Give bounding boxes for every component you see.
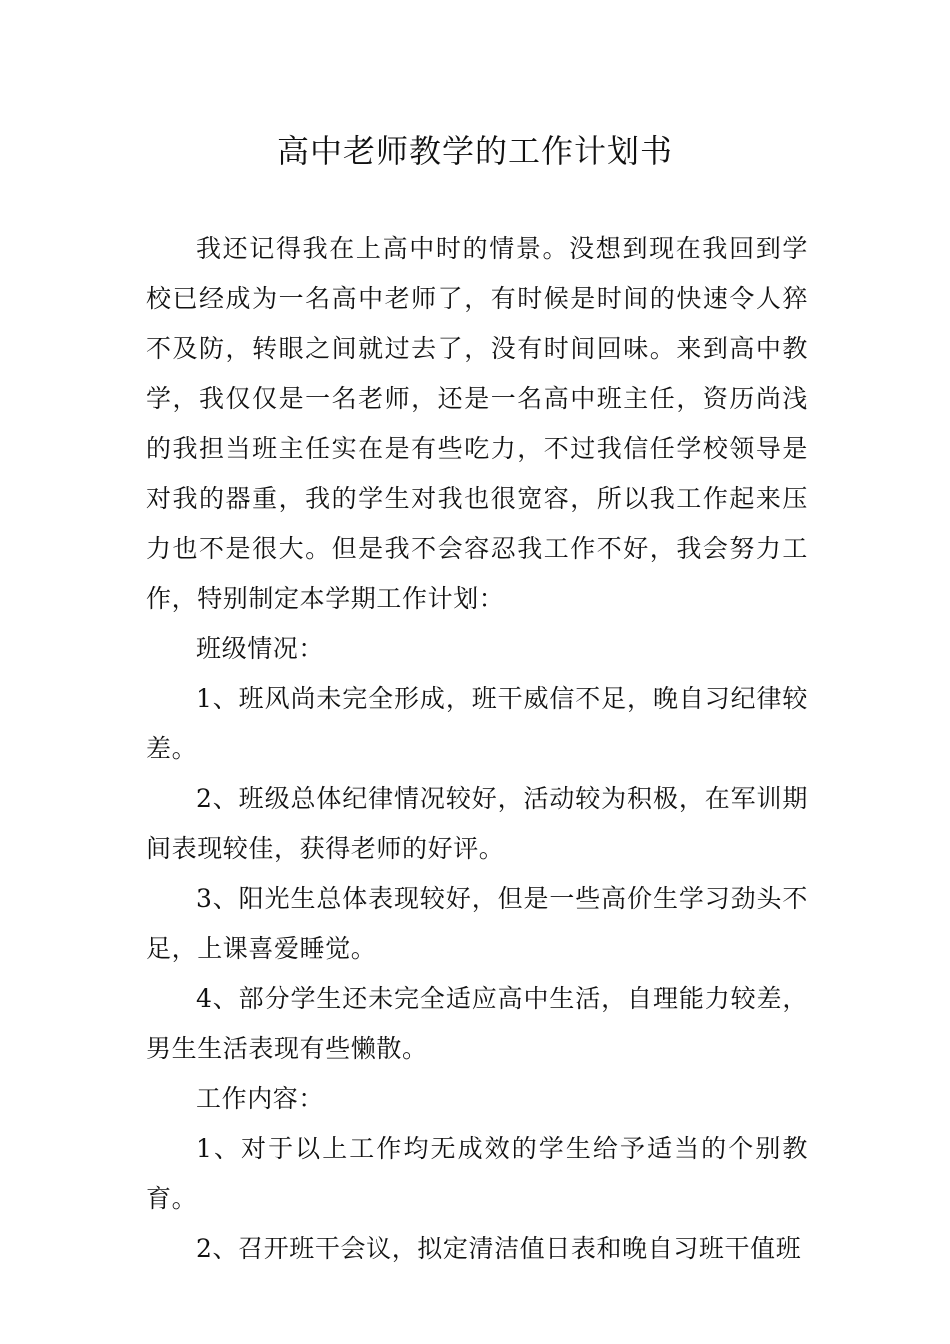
- list-item-situation-3: 3、阳光生总体表现较好，但是一些高价生学习劲头不足，上课喜爱睡觉。: [146, 884, 808, 963]
- document-body: [146, 224, 808, 1274]
- list-item-situation-1: 1、班风尚未完全形成，班干威信不足，晚自习纪律较差。: [146, 684, 808, 763]
- section-heading-class-situation: 班级情况：: [196, 634, 325, 663]
- paragraph-intro: 我还记得我在上高中时的情景。没想到现在我回到学校已经成为一名高中老师了，有时候是时间的快速令人猝不及防，转眼之间就过去了，没有时间回味。来到高中教学，我仅仅是一名老师，还是一名高中班主任，资历尚浅的我担当班主任实在是有些吃力，不过我信任学校领导是对我的器重，我的学生对我也很宽容，所以我工作起来压力也不是很大。但是我不会容忍我工作不好，我会努力工作，特别制定本学期工作计划：: [146, 234, 808, 613]
- list-item-situation-2: 2、班级总体纪律情况较好，活动较为积极，在军训期间表现较佳，获得老师的好评。: [146, 784, 808, 863]
- list-item-work-2: 2、召开班干会议，拟定清洁值日表和晚自习班干值班: [196, 1234, 802, 1263]
- list-item-situation-4: 4、部分学生还未完全适应高中生活，自理能力较差，男生生活表现有些懒散。: [146, 984, 808, 1063]
- document-title: 高中老师教学的工作计划书: [276, 132, 673, 170]
- section-heading-work-content: 工作内容：: [196, 1084, 325, 1113]
- list-item-work-1: 1、对于以上工作均无成效的学生给予适当的个别教育。: [146, 1134, 808, 1213]
